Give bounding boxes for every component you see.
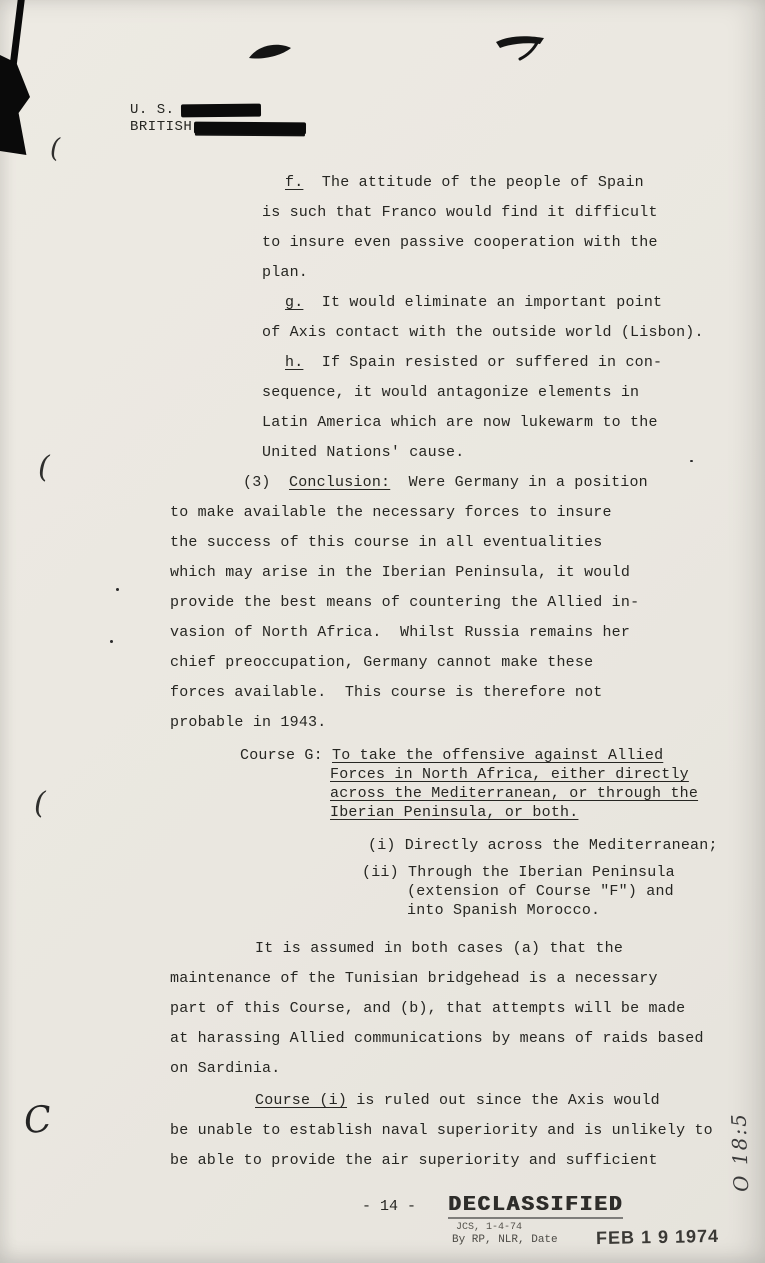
text-line: into Spanish Morocco. (407, 902, 601, 919)
text-line: vasion of North Africa. Whilst Russia remains her (170, 624, 631, 641)
declassified-stamp: DECLASSIFIED (448, 1194, 624, 1217)
text-line: be able to provide the air superiority and sufficient (170, 1152, 658, 1169)
paragraph-item-f (0, 168, 765, 288)
text-line: provide the best means of countering the Allied in- (170, 594, 640, 611)
classification-line-british (130, 119, 306, 136)
paragraph-option-ii (0, 863, 765, 920)
margin-c-mark: C (21, 1098, 54, 1143)
text-line: chief preoccupation, Germany cannot make these (170, 654, 594, 671)
text-line: of Axis contact with the outside world (Lisbon). (262, 324, 704, 341)
text-line: at harassing Allied communications by means of raids based (170, 1030, 704, 1047)
text-line: h. If Spain resisted or suffered in con- (285, 354, 663, 371)
text-line: (3) Conclusion: Were Germany in a position (243, 474, 648, 491)
text-line: to insure even passive cooperation with the (262, 234, 658, 251)
declassified-stamp-reference: JCS, 1-4-74 (456, 1222, 523, 1233)
margin-note-handwritten: O 18:5 (726, 1111, 754, 1193)
text-line: probable in 1943. (170, 714, 327, 731)
classification-header (130, 102, 306, 136)
classification-label-british: BRITISH (130, 119, 193, 135)
scan-artifact-corner-bar (10, 0, 26, 66)
text-line: across the Mediterranean, or through the (330, 785, 699, 802)
declassified-stamp-by-line: By RP, NLR, Date (452, 1234, 558, 1246)
text-line: to make available the necessary forces to insure (170, 504, 612, 521)
paragraph-item-g (0, 288, 765, 348)
text-line: forces available. This course is therefore not (170, 684, 603, 701)
text-line: (extension of Course "F") and (407, 883, 674, 900)
margin-paren-mark: ( (50, 134, 61, 164)
text-line: maintenance of the Tunisian bridgehead is a necessary (170, 970, 658, 987)
scan-artifact-corner-blob (0, 55, 30, 155)
text-line: Forces in North Africa, either directly (330, 766, 689, 783)
paragraph-item-h (0, 348, 765, 468)
text-line: Iberian Peninsula, or both. (330, 804, 579, 821)
text-line: Latin America which are now lukewarm to the (262, 414, 658, 431)
paragraph-course-i-ruling (0, 1086, 765, 1176)
paragraph-option-i (0, 836, 765, 855)
redaction-bar (180, 104, 260, 118)
redaction-bar (194, 121, 306, 134)
text-line: which may arise in the Iberian Peninsula, it would (170, 564, 631, 581)
pen-stroke-icon (492, 32, 550, 64)
text-line: sequence, it would antagonize elements in (262, 384, 640, 401)
text-line: g. It would eliminate an important point (285, 294, 663, 311)
margin-paren-mark: ( (34, 786, 46, 821)
text-line: (ii) Through the Iberian Peninsula (362, 864, 675, 881)
text-line: is such that Franco would find it difficult (262, 204, 658, 221)
margin-paren-mark: ( (38, 450, 50, 485)
paragraph-conclusion (0, 468, 765, 738)
paragraph-course-g-heading (0, 746, 765, 822)
text-line: United Nations' cause. (262, 444, 465, 461)
text-line: f. The attitude of the people of Spain (285, 174, 644, 191)
classification-label-us: U. S. (130, 102, 175, 118)
text-line: plan. (262, 264, 309, 281)
classification-line-us (130, 102, 306, 119)
text-line: Course G: To take the offensive against Allied (240, 747, 664, 764)
text-line: (i) Directly across the Mediterranean; (368, 837, 718, 854)
pen-stroke-icon (245, 40, 297, 66)
text-line: Course (i) is ruled out since the Axis would (255, 1092, 660, 1109)
text-line: part of this Course, and (b), that attempts will be made (170, 1000, 686, 1017)
page-number: - 14 - (362, 1198, 417, 1215)
paragraph-assumption (0, 934, 765, 1084)
text-line: the success of this course in all eventualities (170, 534, 603, 551)
declassified-stamp-date: FEB 1 9 1974 (595, 1225, 720, 1249)
document-body (0, 168, 765, 1176)
text-line: be unable to establish naval superiority and is unlikely to (170, 1122, 713, 1139)
text-line: It is assumed in both cases (a) that the (255, 940, 624, 957)
text-line: on Sardinia. (170, 1060, 281, 1077)
